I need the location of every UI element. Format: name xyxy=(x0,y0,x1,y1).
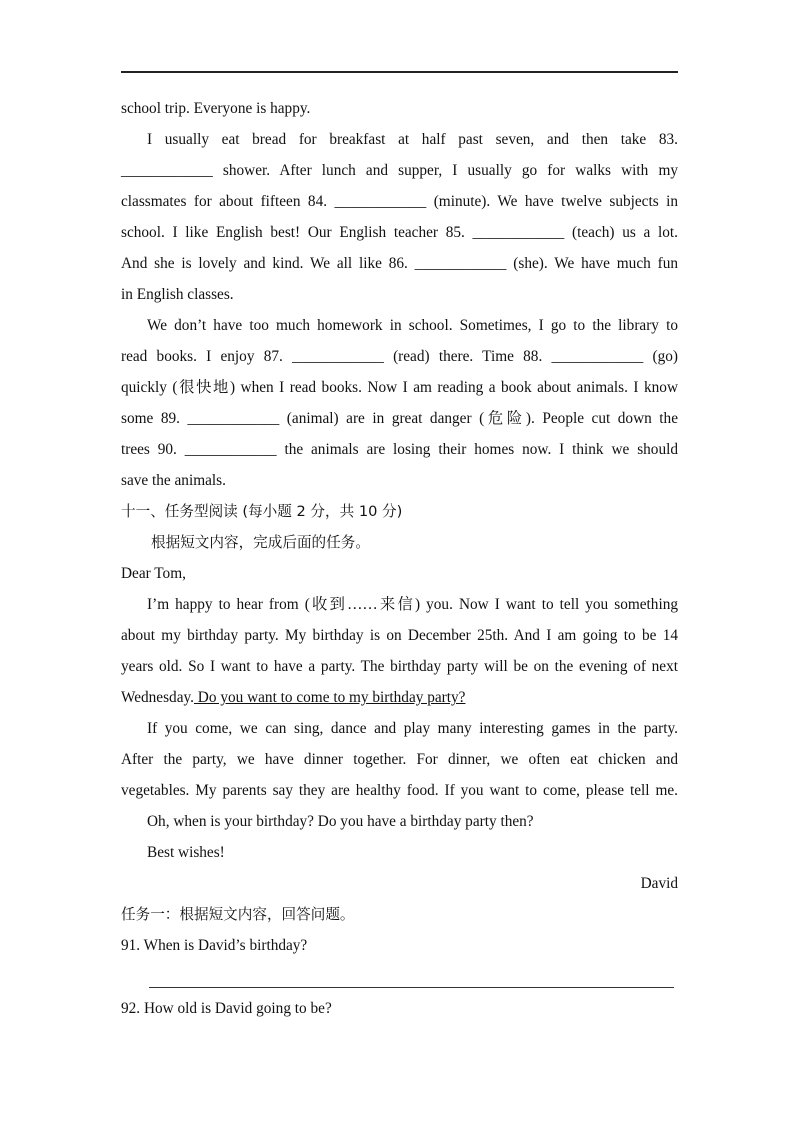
para2-line4: school. I like English best! Our English teacher 85. ____________ (teach) us a lot. xyxy=(121,224,678,241)
para2-line1: I usually eat bread for breakfast at half past seven, and then take 83. xyxy=(147,131,678,148)
letter-greeting: Dear Tom, xyxy=(121,565,186,582)
letter-p1-line4-start: Wednesday. xyxy=(121,689,194,706)
para2-line6: in English classes. xyxy=(121,286,234,303)
para1-line1: school trip. Everyone is happy. xyxy=(121,100,311,117)
para3-line4: some 89. ____________ (animal) are in great danger (危险). People cut down the xyxy=(121,410,678,427)
para3-line5: trees 90. ____________ the animals are losing their homes now. I think we should xyxy=(121,441,678,458)
letter-p1-line1: I’m happy to hear from (收到……来信) you. Now I want to tell you something xyxy=(147,596,678,613)
letter-p2-line1: If you come, we can sing, dance and play many interesting games in the party. xyxy=(147,720,678,737)
para3-line2: read books. I enjoy 87. ____________ (read) there. Time 88. ____________ (go) xyxy=(121,348,678,365)
letter-p1-line4 xyxy=(121,682,678,713)
letter-closing: Best wishes! xyxy=(147,844,225,861)
para2-line3: classmates for about fifteen 84. ____________ (minute). We have twelve subjects in xyxy=(121,193,678,210)
para2-line2: ____________ shower. After lunch and supper, I usually go for walks with my xyxy=(121,162,678,179)
letter-p2-line2: After the party, we have dinner together. For dinner, we often eat chicken and xyxy=(121,751,678,768)
para3-line6: save the animals. xyxy=(121,472,226,489)
letter-signature: David xyxy=(640,875,678,892)
letter-p3: Oh, when is your birthday? Do you have a birthday party then? xyxy=(147,813,534,830)
para3-line3: quickly (很快地) when I read books. Now I am reading a book about animals. I know xyxy=(121,379,678,396)
section-heading: 十一、任务型阅读 (每小题 2 分，共 10 分) xyxy=(121,503,403,520)
answer-line-91[interactable] xyxy=(149,961,674,988)
letter-p2-line3: vegetables. My parents say they are healthy food. If you want to come, please tell me. xyxy=(121,782,678,799)
section-instruction: 根据短文内容，完成后面的任务。 xyxy=(151,534,370,551)
question-91: 91. When is David’s birthday? xyxy=(121,937,308,954)
document-body xyxy=(121,93,678,1024)
para2-line5: And she is lovely and kind. We all like 86. ____________ (she). We have much fun xyxy=(121,255,678,272)
para3-line1: We don’t have too much homework in school. Sometimes, I go to the library to xyxy=(147,317,678,334)
header-rule xyxy=(121,71,678,73)
letter-p1-line3: years old. So I want to have a party. The birthday party will be on the evening of next xyxy=(121,658,678,675)
question-92: 92. How old is David going to be? xyxy=(121,1000,332,1017)
letter-p1-line2: about my birthday party. My birthday is on December 25th. And I am going to be 14 xyxy=(121,627,678,644)
underlined-question: Do you want to come to my birthday party? xyxy=(193,689,466,706)
task1-heading: 任务一：根据短文内容，回答问题。 xyxy=(121,906,355,923)
